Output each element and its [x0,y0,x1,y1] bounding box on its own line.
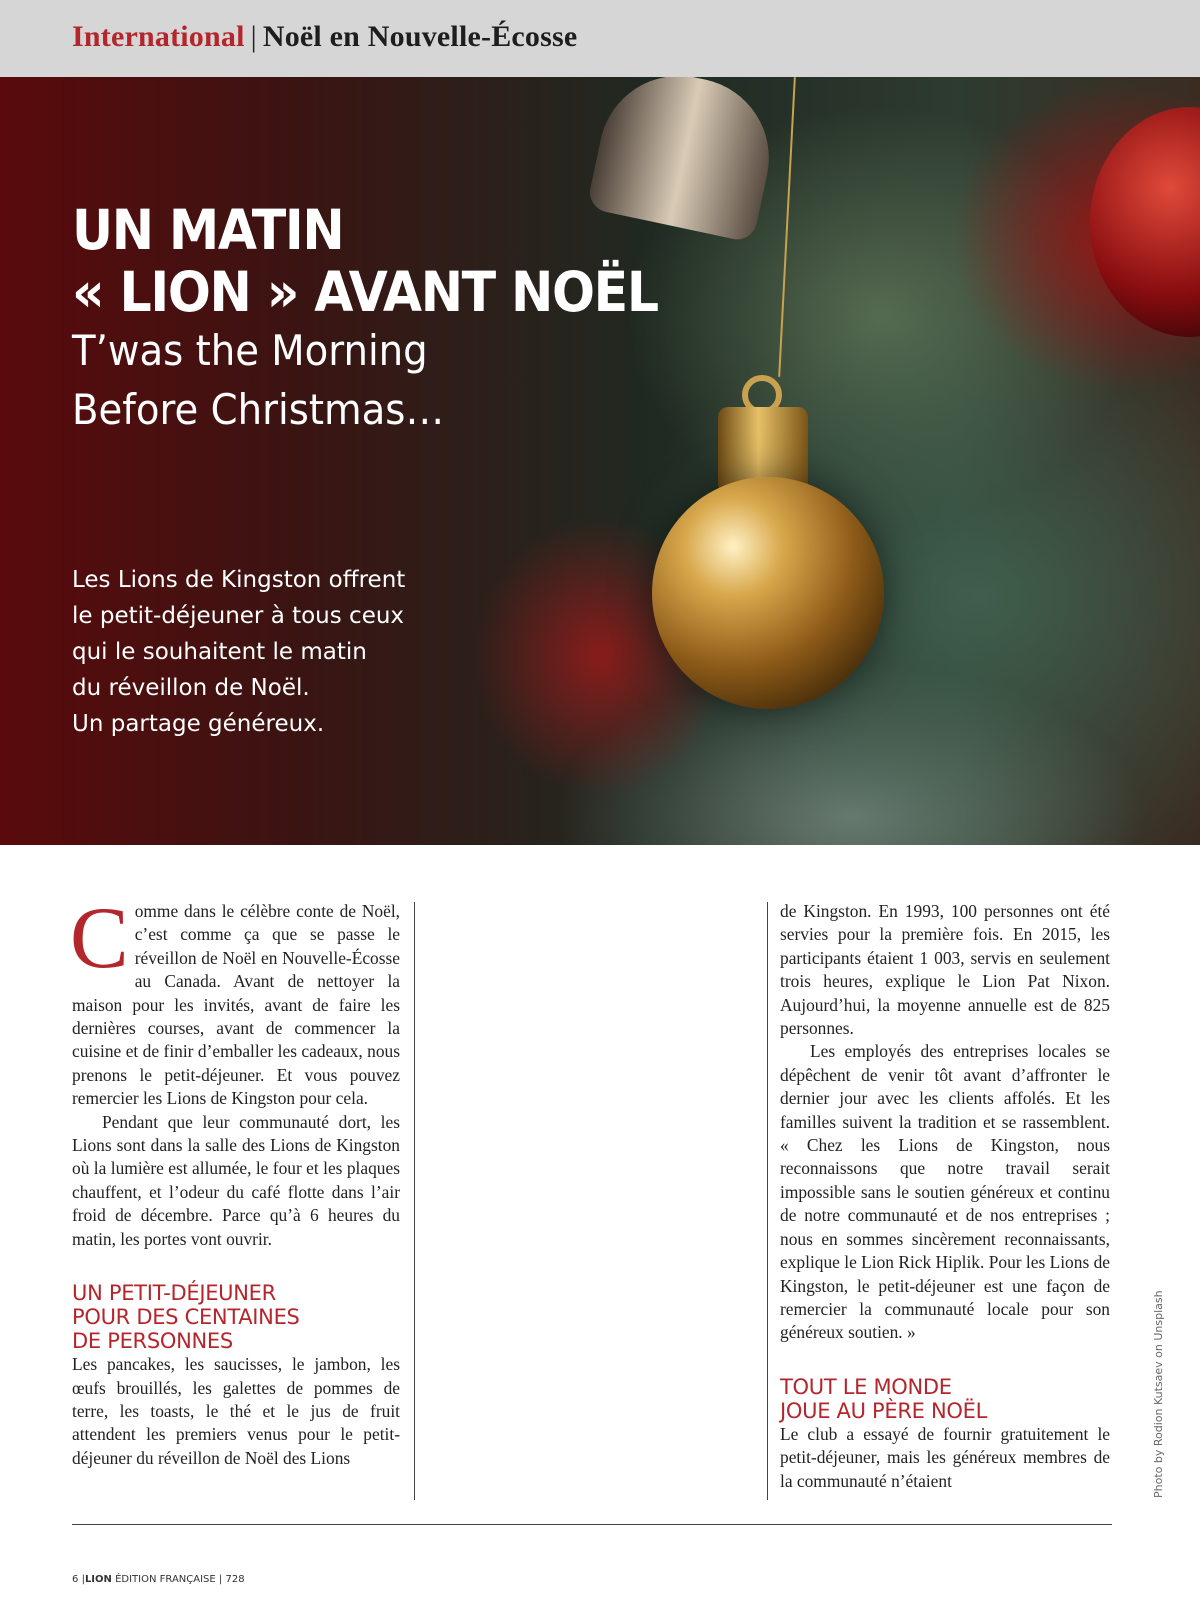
article-column-left [70,890,400,1470]
subtitle-line-1: T’was the Morning [72,326,428,375]
footer-rule [72,1524,1112,1525]
subheading-line: TOUT LE MONDE [780,1374,952,1399]
magazine-brand: LION [84,1574,112,1585]
subheading-line: DE PERSONNES [72,1329,233,1354]
section-header-bar [0,0,1200,77]
paragraph: Les pancakes, les saucisses, le jambon, les œufs brouillés, les galettes de pommes de terre, les toasts, le thé et le jus de fruit attendent les premiers venus pour le petit-déjeuner du réveillon de Noël des Lions [72,1354,400,1468]
ornament-string [778,77,796,377]
subheading [780,1375,1110,1423]
subheading-line: JOUE AU PÈRE NOËL [780,1398,988,1423]
footer-separator: | [81,1574,85,1585]
subheading [72,1281,400,1353]
heading-separator: | [250,20,257,53]
subtitle-line-2: Before Christmas… [72,385,445,434]
gold-bauble-image [652,477,884,709]
subheading-line: POUR DES CENTAINES [72,1305,300,1330]
red-bauble-image [1090,107,1200,337]
article-subtitle [72,321,444,439]
paragraph: de Kingston. En 1993, 100 personnes ont été servies pour la première fois. En 2015, les participants étaient 1 003, servis en seulement trois heures, explique le Lion Pat Nixon. Aujourd’hui, la moyenne annuelle est de 825 personnes. [780,901,1110,1039]
section-heading [72,20,577,54]
paragraph [70,890,400,1111]
page-number: 6 [72,1574,79,1585]
paragraph: Le club a essayé de fournir gratuitement le petit-déjeuner, mais les généreux membres de la communauté n’étaient [780,1423,1110,1491]
paragraph: Les employés des entreprises locales se dépêchent de venir tôt avant d’affronter le dernier jour avec les clients affolés. Et les familles suivent la tradition et se rassemblent. « Chez les Lions de Kingston, nous reconnaissons que notre travail serait impossible sans le soutien généreux et continu de notre communauté et de nos entreprises ; nous en sommes sincèrement reconnaissants, explique le Lion Rick Hiplik. Pour les Lions de Kingston, le petit-déjeuner est une façon de remercier la communauté locale pour son généreux soutien. » [780,1041,1110,1343]
lead-line: qui le souhaitent le matin [72,639,367,665]
issue-number: 728 [225,1574,245,1585]
title-line-1: UN MATIN [72,198,344,262]
lead-line: du réveillon de Noël. [72,675,310,701]
column-rule [767,902,768,1500]
subheading-line: UN PETIT-DÉJEUNER [72,1281,276,1306]
footer-separator: | [218,1574,223,1585]
article-lead [72,562,452,742]
hero-photo [0,77,1200,845]
page-footer [72,1574,245,1585]
paragraph: Pendant que leur communauté dort, les Lions sont dans la salle des Lions de Kingston où la lumière est allumée, le four et les plaques chauffent, et l’odeur du café flotte dans l’air froid de décembre. Parce qu’à 6 heures du matin, les portes vont ouvrir. [72,1111,400,1249]
title-line-2: « LION » AVANT NOËL [72,260,658,324]
lead-line: Les Lions de Kingston offrent [72,567,406,593]
article-column-right [780,900,1110,1493]
drop-cap: C [70,890,129,987]
article-title [72,199,658,323]
topic-name: Noël en Nouvelle-Écosse [262,20,578,53]
lead-line: Un partage généreux. [72,711,325,737]
lead-line: le petit-déjeuner à tous ceux [72,603,405,629]
section-name: International [72,20,245,53]
photo-credit: Photo by Rodion Kutsaev on Unsplash [1152,1290,1165,1498]
column-rule [414,902,415,1500]
edition-label: ÉDITION FRANÇAISE [115,1574,216,1585]
paragraph-text: omme dans le célèbre conte de Noël, c’est comme ça que se passe le réveillon de Noël en Nouvelle-Écosse au Canada. Avant de nettoyer la maison pour les invités, avant de faire les dernières courses, avant de commencer la cuisine et de finir d’emballer les cadeaux, nous prenons le petit-déjeuner. Et vous pouvez remercier les Lions de Kingston pour cela. [72,901,400,1109]
